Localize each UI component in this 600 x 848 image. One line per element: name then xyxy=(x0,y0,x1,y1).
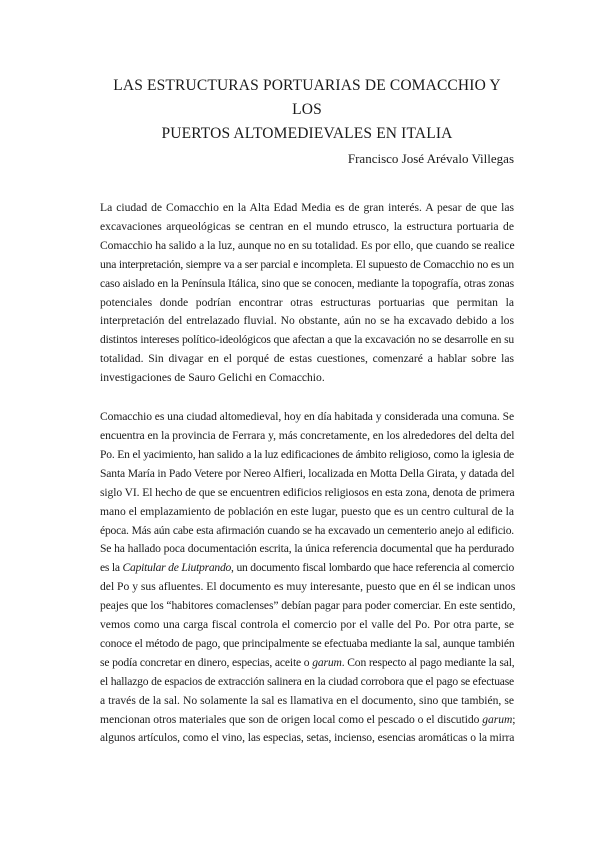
text-run: se podía concretar en dinero, especias, aceite o xyxy=(100,655,313,669)
paragraph-2-line xyxy=(100,711,514,730)
title-line-1: LAS ESTRUCTURAS PORTUARIAS DE COMACCHIO Y LOS xyxy=(113,77,501,118)
paragraph-1-line: excavaciones arqueológicas se centran en el mundo etrusco, la estructura portuaria de xyxy=(100,219,514,233)
italic-term-garum: garum xyxy=(482,712,513,726)
italic-term-garum: garum xyxy=(312,655,342,669)
title-line-2: PUERTOS ALTOMEDIEVALES EN ITALIA xyxy=(161,125,453,142)
paragraph-1-line: totalidad. Sin divagar en el porqué de estas cuestiones, comenzaré a hablar sobre las xyxy=(100,352,514,366)
text-run: es la xyxy=(100,561,123,575)
paragraph-2-line: siglo VI. El hecho de que se encuentren edificios religiosos en esta zona, denota de primera xyxy=(100,485,515,499)
paragraph-2-line: Se ha hallado poca documentación escrita, la única referencia documental que ha perdurado xyxy=(100,542,514,556)
text-run: , un documento fiscal lombardo que hace referencia al comercio xyxy=(231,561,514,575)
paragraph-1-line: potenciales donde podrían encontrar otras estructuras portuarias que permitan la xyxy=(100,295,514,309)
paragraph-1-line: La ciudad de Comacchio en la Alta Edad Media es de gran interés. A pesar de que las xyxy=(100,201,514,214)
paragraph-2-line: época. Más aún cabe esta afirmación cuando se ha excavado un cementerio anejo al edificio. xyxy=(100,523,514,537)
paragraph-1-line: una interpretación, siempre va a ser parcial e incompleta. El supuesto de Comacchio no es un xyxy=(100,257,514,271)
paragraph-1-line: distintos intereses político-ideológicos que afectan a que la excavación no se desarrolle en su xyxy=(100,333,514,347)
text-run: . Con respecto al pago mediante la sal, xyxy=(341,655,515,669)
document-title xyxy=(100,74,514,146)
paragraph-2-line: Santa María in Pado Vetere por Nereo Alfieri, localizada en Motta Della Girata, y datada del xyxy=(100,466,515,480)
paragraph-1-line: Comacchio ha salido a la luz, aunque no en su totalidad. Es por ello, que cuando se realice xyxy=(100,238,515,252)
paragraph-1 xyxy=(100,199,514,388)
paragraph-2-line: a través de la sal. No solamente la sal es llamativa en el documento, sino que también, se xyxy=(100,693,514,707)
paragraph-2-line: peajes que los “habitores comaclenses” debían pagar para poder comerciar. En este sentido, xyxy=(100,599,516,613)
paragraph-2-line: vemos como una carga fiscal controla el comercio por el valle del Po. Por otra parte, se xyxy=(100,618,514,632)
paragraph-2-line: Po. En el yacimiento, han salido a la luz edificaciones de ámbito religioso, como la iglesia de xyxy=(100,447,514,461)
paragraph-1-line: investigaciones de Sauro Gelichi en Comacchio. xyxy=(100,371,325,385)
paragraph-2-line: mano el emplazamiento de población en este lugar, puesto que es un centro cultural de la xyxy=(100,504,514,518)
paragraph-2 xyxy=(100,408,514,748)
paragraph-2-line: conoce el método de pago, que principalmente se efectuaba mediante la sal, aunque también xyxy=(100,636,515,650)
paragraph-2-line xyxy=(100,559,514,578)
paragraph-2-line: el hallazgo de espacios de extracción salinera en la ciudad corrobora que el pago se efectuase xyxy=(100,674,514,688)
author-name: Francisco José Arévalo Villegas xyxy=(347,151,514,166)
paragraph-2-line: algunos artículos, como el vino, las especias, setas, incienso, esencias aromáticas o la mirra xyxy=(100,731,515,745)
paragraph-2-line xyxy=(100,654,514,673)
paragraph-2-line: Comacchio es una ciudad altomedieval, hoy en día habitada y considerada una comuna. Se xyxy=(100,410,514,424)
text-run: mencionan otros materiales que son de origen local como el pescado o el discutido xyxy=(100,712,483,726)
paragraph-1-line: caso aislado en la Península Itálica, sino que se conocen, mediante la topografía, otras zonas xyxy=(100,276,514,290)
paragraph-2-line: encuentra en la provincia de Ferrara y, más concretamente, en los alrededores del delta del xyxy=(100,428,515,442)
italic-title-capitular: Capitular de Liutprando xyxy=(122,561,232,575)
text-run: ; xyxy=(512,712,516,726)
paragraph-1-line: interpretación del entrelazado fluvial. No obstante, aún no se ha excavado debido a los xyxy=(100,314,514,328)
paragraph-2-line: del Po y sus afluentes. El documento es muy interesante, puesto que en él se indican unos xyxy=(100,580,516,594)
